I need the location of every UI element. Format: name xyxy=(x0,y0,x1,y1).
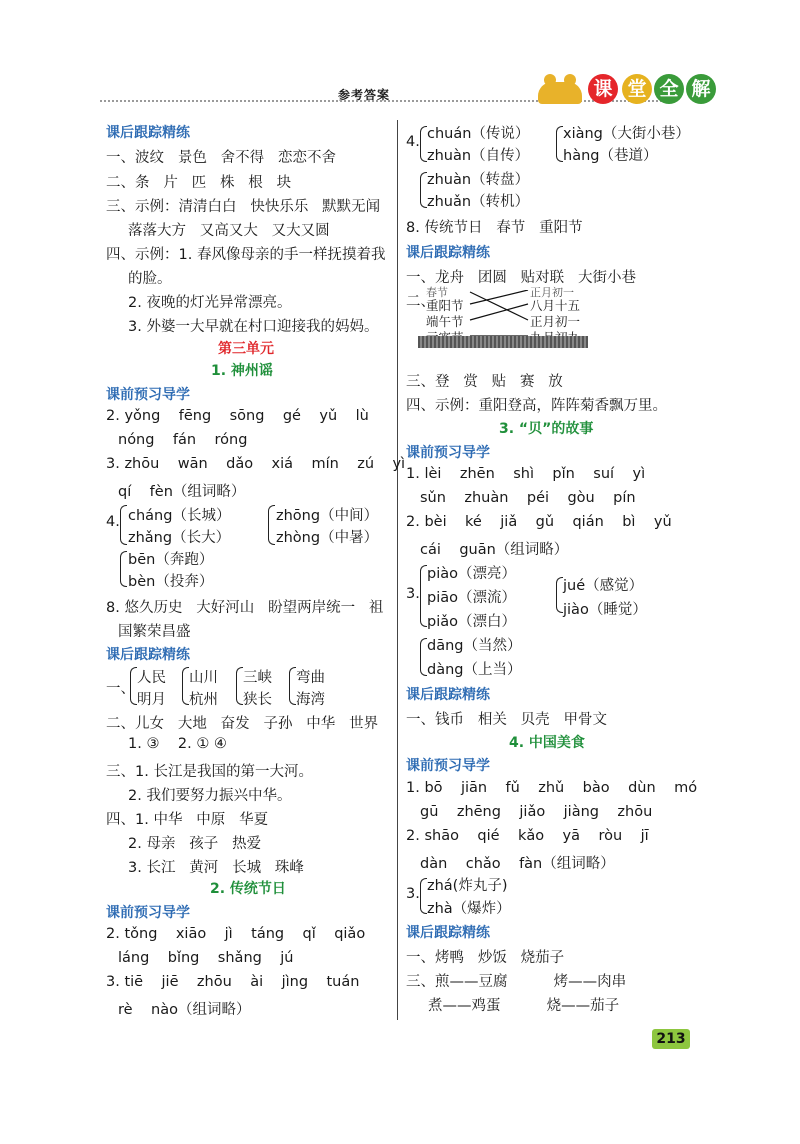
answer-line: láng bǐng shǎng jú xyxy=(118,950,294,966)
answer-line: 2. shāo qié kǎo yā ròu jī xyxy=(406,828,649,844)
answer-line: 1. bō jiān fǔ zhǔ bào dùn mó xyxy=(406,780,698,796)
brace xyxy=(420,172,427,208)
answer-line: 狭长 xyxy=(243,692,272,708)
brace xyxy=(120,505,127,545)
answer-line: 三、登 赏 贴 赛 放 xyxy=(406,374,563,390)
answer-line: 3. zhōu wān dǎo xiá mín zú yì xyxy=(106,456,406,472)
answer-line: rè nào（组词略） xyxy=(118,1002,251,1018)
answer-line: 明月 xyxy=(137,692,166,708)
answer-line: 三、煎——豆腐 烤——肉串 xyxy=(406,974,627,990)
answer-line: 二、条 片 匹 株 根 块 xyxy=(106,175,292,191)
answer-line: zhà（爆炸） xyxy=(427,901,511,917)
answer-line: cái guān（组词略） xyxy=(420,542,569,558)
answer-line: 三、示例：清清白白 快快乐乐 默默无闻 xyxy=(106,199,381,215)
brace xyxy=(556,577,563,613)
answer-line: 四、示例：1. 春风像母亲的手一样抚摸着我 xyxy=(106,247,386,263)
answer-line: 杭州 xyxy=(189,692,218,708)
answer-line: 山川 xyxy=(189,670,218,686)
answer-line: zhuǎn（转机） xyxy=(427,194,530,210)
logo-char-4: 解 xyxy=(686,74,716,104)
brace xyxy=(120,551,127,587)
answer-line: 8. 传统节日 春节 重阳节 xyxy=(406,220,583,236)
brace xyxy=(130,667,137,705)
answer-line: 2. tǒng xiāo jì táng qǐ qiǎo xyxy=(106,926,366,942)
answer-line: 1. ③ 2. ① ④ xyxy=(128,736,227,752)
answer-line: piào（漂亮） xyxy=(427,566,516,582)
answer-line: xiàng（大街小巷） xyxy=(563,126,690,142)
answer-line: 一、钱币 相关 贝壳 甲骨文 xyxy=(406,712,607,728)
answer-line: cháng（长城） xyxy=(128,508,231,524)
answer-line: jiào（睡觉） xyxy=(563,602,647,618)
question-number: 3. xyxy=(406,886,420,902)
header-title: 参考答案 xyxy=(338,88,391,102)
question-number: 4. xyxy=(406,134,420,150)
section-title: 课前预习导学 xyxy=(106,387,190,403)
match-right-item: 正月初一 xyxy=(530,286,574,299)
answer-line: zhuàn（转盘） xyxy=(427,172,530,188)
brace xyxy=(236,667,243,705)
answer-line: zhōng（中间） xyxy=(276,508,379,524)
brace xyxy=(420,126,427,162)
section-title: 课前预习导学 xyxy=(106,905,190,921)
logo-char-1: 课 xyxy=(588,74,618,104)
match-left-item: 春节 xyxy=(426,286,448,299)
answer-line: 一、波纹 景色 舍不得 恋恋不舍 xyxy=(106,150,336,166)
logo-char-3: 全 xyxy=(654,74,684,104)
answer-line: 海湾 xyxy=(296,692,325,708)
question-number: 4. xyxy=(106,514,120,530)
logo-char-2: 堂 xyxy=(622,74,652,104)
section-title: 课后跟踪精练 xyxy=(406,925,490,941)
answer-line: 2. yǒng fēng sōng gé yǔ lù xyxy=(106,408,369,424)
answer-line: 的脸。 xyxy=(128,271,172,287)
answer-line: dàng（上当） xyxy=(427,662,522,678)
lesson-title: 4. 中国美食 xyxy=(509,735,585,751)
answer-line: piǎo（漂白） xyxy=(427,614,516,630)
section-title: 课后跟踪精练 xyxy=(106,125,190,141)
answer-line: 落落大方 又高又大 又大又圆 xyxy=(128,223,330,239)
brace xyxy=(420,565,427,627)
unit-title: 第三单元 xyxy=(218,341,274,357)
answer-line: sǔn zhuàn péi gòu pín xyxy=(420,490,636,506)
answer-line: 二、儿女 大地 奋发 子孙 中华 世界 xyxy=(106,716,379,732)
answer-line: 2. bèi ké jiǎ gǔ qián bì yǔ xyxy=(406,514,672,530)
answer-line: 3. 外婆一大早就在村口迎接我的妈妈。 xyxy=(128,319,379,335)
answer-line: zhá(炸丸子) xyxy=(427,878,508,894)
answer-line: 一、龙舟 团圆 贴对联 大街小巷 xyxy=(406,270,636,286)
section-title: 课后跟踪精练 xyxy=(406,687,490,703)
answer-line: 2. 母亲 孩子 热爱 xyxy=(128,836,262,852)
brace xyxy=(420,878,427,914)
answer-line: zhuàn（自传） xyxy=(427,148,530,164)
section-title: 课前预习导学 xyxy=(406,758,490,774)
answer-line: 3. 长江 黄河 长城 珠峰 xyxy=(128,860,304,876)
section-title: 课后跟踪精练 xyxy=(406,245,490,261)
answer-line: chuán（传说） xyxy=(427,126,530,142)
answer-line: zhǎng（长大） xyxy=(128,530,231,546)
match-right-item: 八月十五 xyxy=(530,298,581,313)
answer-line: 2. 夜晚的灯光异常漂亮。 xyxy=(128,295,292,311)
answer-line: 四、1. 中华 中原 华夏 xyxy=(106,812,269,828)
answer-line: 三峡 xyxy=(243,670,272,686)
brace xyxy=(420,638,427,676)
answer-line: 2. 我们要努力振兴中华。 xyxy=(128,788,292,804)
lesson-title: 3. “贝”的故事 xyxy=(499,421,594,437)
page-number: 213 xyxy=(652,1029,690,1049)
answer-line: jué（感觉） xyxy=(563,578,644,594)
matching-diagram xyxy=(418,286,588,356)
brand-logo xyxy=(538,72,720,106)
answer-line: 煮——鸡蛋 烧——茄子 xyxy=(428,998,620,1014)
match-right-item: 正月初一 xyxy=(530,314,581,329)
brace xyxy=(268,505,275,545)
answer-line: 1. lèi zhēn shì pǐn suí yì xyxy=(406,466,646,482)
answer-line: 弯曲 xyxy=(296,670,325,686)
brace xyxy=(556,126,563,162)
answer-line: dàn chǎo fàn（组词略） xyxy=(420,856,615,872)
diagram-base xyxy=(418,336,588,348)
answer-line: 人民 xyxy=(137,670,166,686)
answer-line: 四、示例：重阳登高，阵阵菊香飘万里。 xyxy=(406,398,667,414)
answer-line: hàng（巷道） xyxy=(563,148,658,164)
question-number: 3. xyxy=(406,586,420,602)
answer-line: 3. tiē jiē zhōu ài jìng tuán xyxy=(106,974,360,990)
lesson-title: 1. 神州谣 xyxy=(211,363,273,379)
answer-line: 三、1. 长江是我国的第一大河。 xyxy=(106,764,313,780)
match-left-item: 端午节 xyxy=(426,314,464,329)
bear-icon xyxy=(538,82,582,104)
lesson-title: 2. 传统节日 xyxy=(210,881,286,897)
answer-line: piāo（漂流） xyxy=(427,590,516,606)
answer-line: gū zhēng jiǎo jiàng zhōu xyxy=(420,804,653,820)
answer-line: 8. 悠久历史 大好河山 盼望两岸统一 祖 xyxy=(106,600,384,616)
question-number: 一、 xyxy=(106,681,135,697)
answer-line: bèn（投奔） xyxy=(128,574,214,590)
column-divider xyxy=(397,120,398,1020)
match-left-item: 重阳节 xyxy=(426,298,464,313)
brace xyxy=(182,667,189,705)
answer-line: nóng fán róng xyxy=(118,432,248,448)
section-title: 课前预习导学 xyxy=(406,445,490,461)
question-number: 二、 xyxy=(406,294,435,310)
section-title: 课后跟踪精练 xyxy=(106,647,190,663)
answer-line: qí fèn（组词略） xyxy=(118,484,246,500)
answer-line: zhòng（中暑） xyxy=(276,530,379,546)
answer-line: bēn（奔跑） xyxy=(128,552,214,568)
answer-line: 一、烤鸭 炒饭 烧茄子 xyxy=(406,950,565,966)
answer-line: dāng（当然） xyxy=(427,638,522,654)
answer-line: 国繁荣昌盛 xyxy=(118,624,191,640)
brace xyxy=(289,667,296,705)
